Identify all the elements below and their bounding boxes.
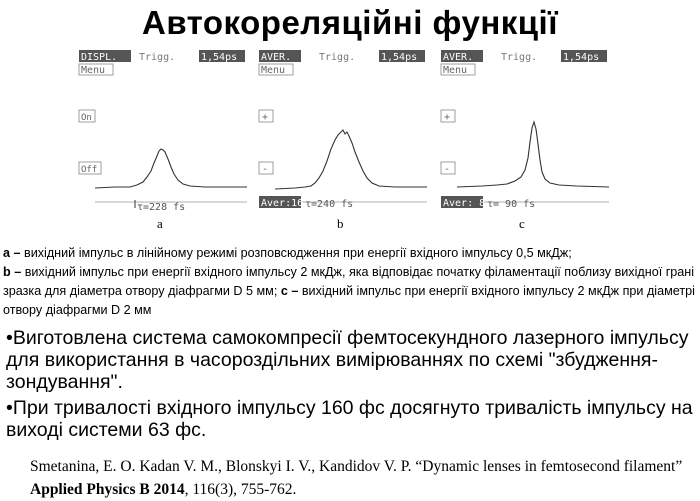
bullet-item: •При тривалості вхідного імпульсу 160 фс досягнуто тривалість імпульсу на виході системи 63 фс. (6, 397, 693, 441)
scope-off-button: Off (81, 165, 98, 175)
scope-minus-button: - (262, 164, 269, 175)
scope-menu-button: Menu (81, 65, 106, 76)
scope-trigger: Trigg. (139, 52, 176, 63)
caption-text-c: вихідний імпульс при енергії вхідного імпульсу 2 мкДж при діаметрі отвору діафрагми D 2 мм (3, 284, 695, 317)
caption-key-b: b – (3, 265, 22, 279)
panel-label-a: a (157, 216, 163, 231)
scope-screen-c (437, 50, 612, 220)
scope-timebase: 1,54ps (563, 52, 600, 63)
reference-journal: Applied Physics B 2014 (30, 481, 185, 498)
scope-mode: AVER. (443, 52, 474, 63)
panel-label-c: c (519, 216, 525, 231)
scope-mode: AVER. (261, 52, 292, 63)
caption-text-a: вихідний імпульс в лінійному режимі розповсюдження при енергії вхідного імпульсу 0,5 мкДж; (20, 246, 572, 260)
scope-plus-button: + (262, 112, 269, 123)
reference-authors: Smetanina, E. O. Kadan V. M., Blonskyi I. V., Kandidov V. P. “Dynamic lenses in femtosecond filament” (30, 458, 683, 475)
scope-menu-button: Menu (443, 65, 468, 76)
scope-trigger: Trigg. (501, 52, 538, 63)
scope-panel-c (437, 50, 612, 231)
scope-timebase: 1,54ps (201, 52, 238, 63)
caption-text-b: вихідний імпульс при енергії вхідного імпульсу 2 мкДж, яка відповідає початку філаментації поблизу вихідної грані зразка для діаметра отвору діафрагми D 5 мм; (3, 265, 695, 298)
scope-mode: DISPL. (81, 52, 118, 63)
panel-label-b: b (337, 216, 344, 231)
scope-screen-a (75, 50, 250, 220)
caption-key-c: c – (280, 284, 299, 298)
bullet-item: •Виготовлена система самокомпресії фемтосекундного лазерного імпульсу для використання в часороздільних вимірюваннях по схемі "збудження-зондування". (6, 327, 689, 393)
scope-plus-button: + (444, 112, 451, 123)
scope-tau-readout: τ=228 fs (137, 202, 186, 213)
caption-key-a: a – (3, 246, 21, 260)
autocorrelation-trace-c (457, 122, 609, 187)
scope-tau-readout: τ= 90 fs (487, 199, 536, 210)
reference-details: , 116(3), 755-762. (184, 481, 297, 498)
scope-trigger: Trigg. (319, 52, 356, 63)
reference (30, 455, 690, 501)
scope-menu-button: Menu (261, 65, 286, 76)
scope-minus-button: - (444, 164, 451, 175)
scope-panel-a (75, 50, 250, 231)
scope-aver-count: Aver: 8 (443, 198, 486, 209)
autocorrelation-trace-a (95, 149, 247, 188)
scope-aver-count: Aver:16 (261, 198, 304, 209)
scope-timebase: 1,54ps (381, 52, 418, 63)
scope-screen-b (255, 50, 430, 220)
scope-panel-b (255, 50, 430, 231)
bullet-list (6, 327, 696, 445)
slide-title: Автокореляційні функції (141, 4, 559, 41)
scope-tau-readout: τ=240 fs (305, 199, 354, 210)
figure-caption (3, 244, 697, 320)
autocorrelation-trace-b (275, 130, 427, 189)
scope-on-button: On (81, 113, 92, 123)
